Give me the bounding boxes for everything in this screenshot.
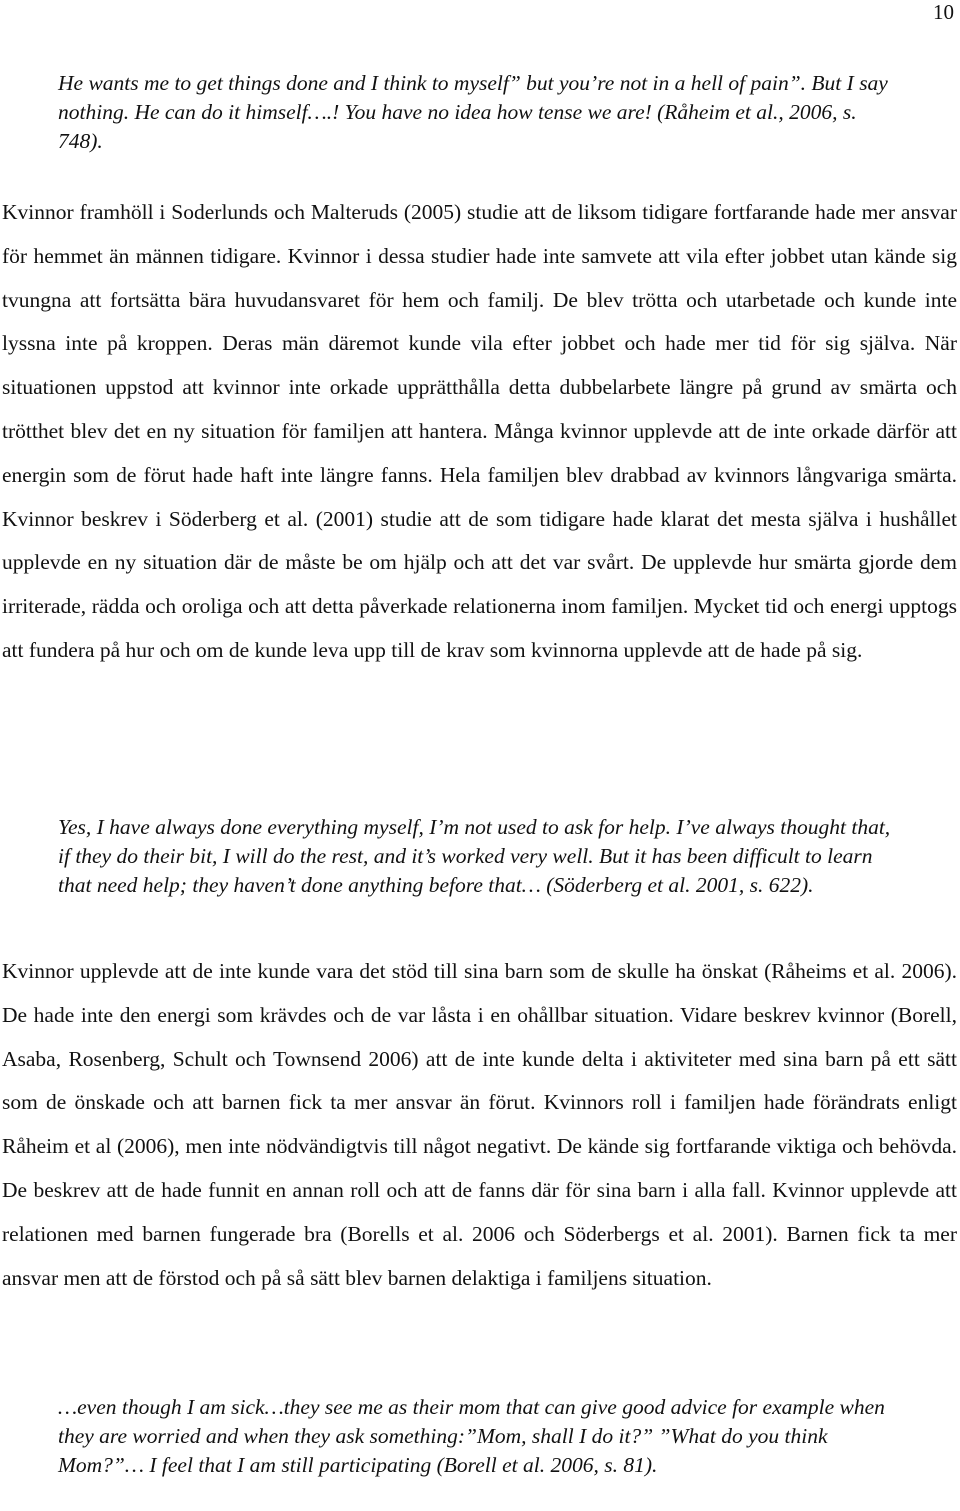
body-paragraph-children-support: Kvinnor upplevde att de inte kunde vara det stöd till sina barn som de skulle ha önskat (Råheims et al. 2006). De hade inte den energi som krävdes och de var låsta i en ohållbar situation. Vidare beskrev kvinnor (Borell, Asaba, Rosenberg, Schult och Townsend 2006) att de inte kunde delta i aktiviteter med sina barn på ett sätt som de önskade och att barnen fick ta mer ansvar än förut. Kvinnors roll i familjen hade förändrats enligt Råheim et al (2006), men inte nödvändigtvis till något negativt. De kände sig fortfarande viktiga och behövda. De beskrev att de hade funnit en annan roll och att de fanns där för sina barn i alla fall. Kvinnor upplevde att relationen med barnen fungerade bra (Borells et al. 2006 och Söderbergs et al. 2001). Barnen fick ta mer ansvar men att de förstod och på så sätt blev barnen delaktiga i familjens situation. bbox=[2, 959, 957, 1290]
page-number: 10 bbox=[933, 0, 954, 24]
block-quote-borell: …even though I am sick…they see me as their mom that can give good advice for example when they are worried and when they ask something:”Mom, shall I do it?” ”What do you think Mom?”… I feel that I am still participating (Borell et al. 2006, s. 81). bbox=[58, 1395, 885, 1477]
block-quote-soderberg: Yes, I have always done everything myself, I’m not used to ask for help. I’ve always thought that, if they do their bit, I will do the rest, and it’s worked very well. But it has been difficult to learn that need help; they haven’t done anything before that… (Söderberg et al. 2001, s. 622). bbox=[58, 815, 891, 897]
body-paragraph-household-responsibility: Kvinnor framhöll i Soderlunds och Malteruds (2005) studie att de liksom tidigare fortfarande hade mer ansvar för hemmet än männen tidigare. Kvinnor i dessa studier hade inte samvete att vila efter jobbet utan kände sig tvungna att fortsätta bära huvudansvaret för hem och familj. De blev trötta och utarbetade och kunde inte lyssna inte på kroppen. Deras män däremot kunde vila efter jobbet och hade mer tid för sig själva. När situationen uppstod att kvinnor inte orkade upprätthålla detta dubbelarbete längre på grund av smärta och trötthet blev det en ny situation för familjen att hantera. Många kvinnor upplevde att de inte orkade därför att energin som de förut hade haft inte längre fanns. Hela familjen blev drabbad av kvinnors långvariga smärta. Kvinnor beskrev i Söderberg et al. (2001) studie att de som tidigare hade klarat det mesta själva i hushållet upplevde en ny situation där de måste be om hjälp och att det var svårt. De upplevde hur smärta gjorde dem irriterade, rädda och oroliga och att detta påverkade relationerna inom familjen. Mycket tid och energi upptogs att fundera på hur och om de kunde leva upp till de krav som kvinnorna upplevde att de hade på sig. bbox=[2, 200, 957, 662]
block-quote-raheim: He wants me to get things done and I think to myself” but you’re not in a hell of pain”. But I say nothing. He can do it himself….! You have no idea how tense we are! (Råheim et al., 2006, s. 748). bbox=[58, 71, 888, 153]
